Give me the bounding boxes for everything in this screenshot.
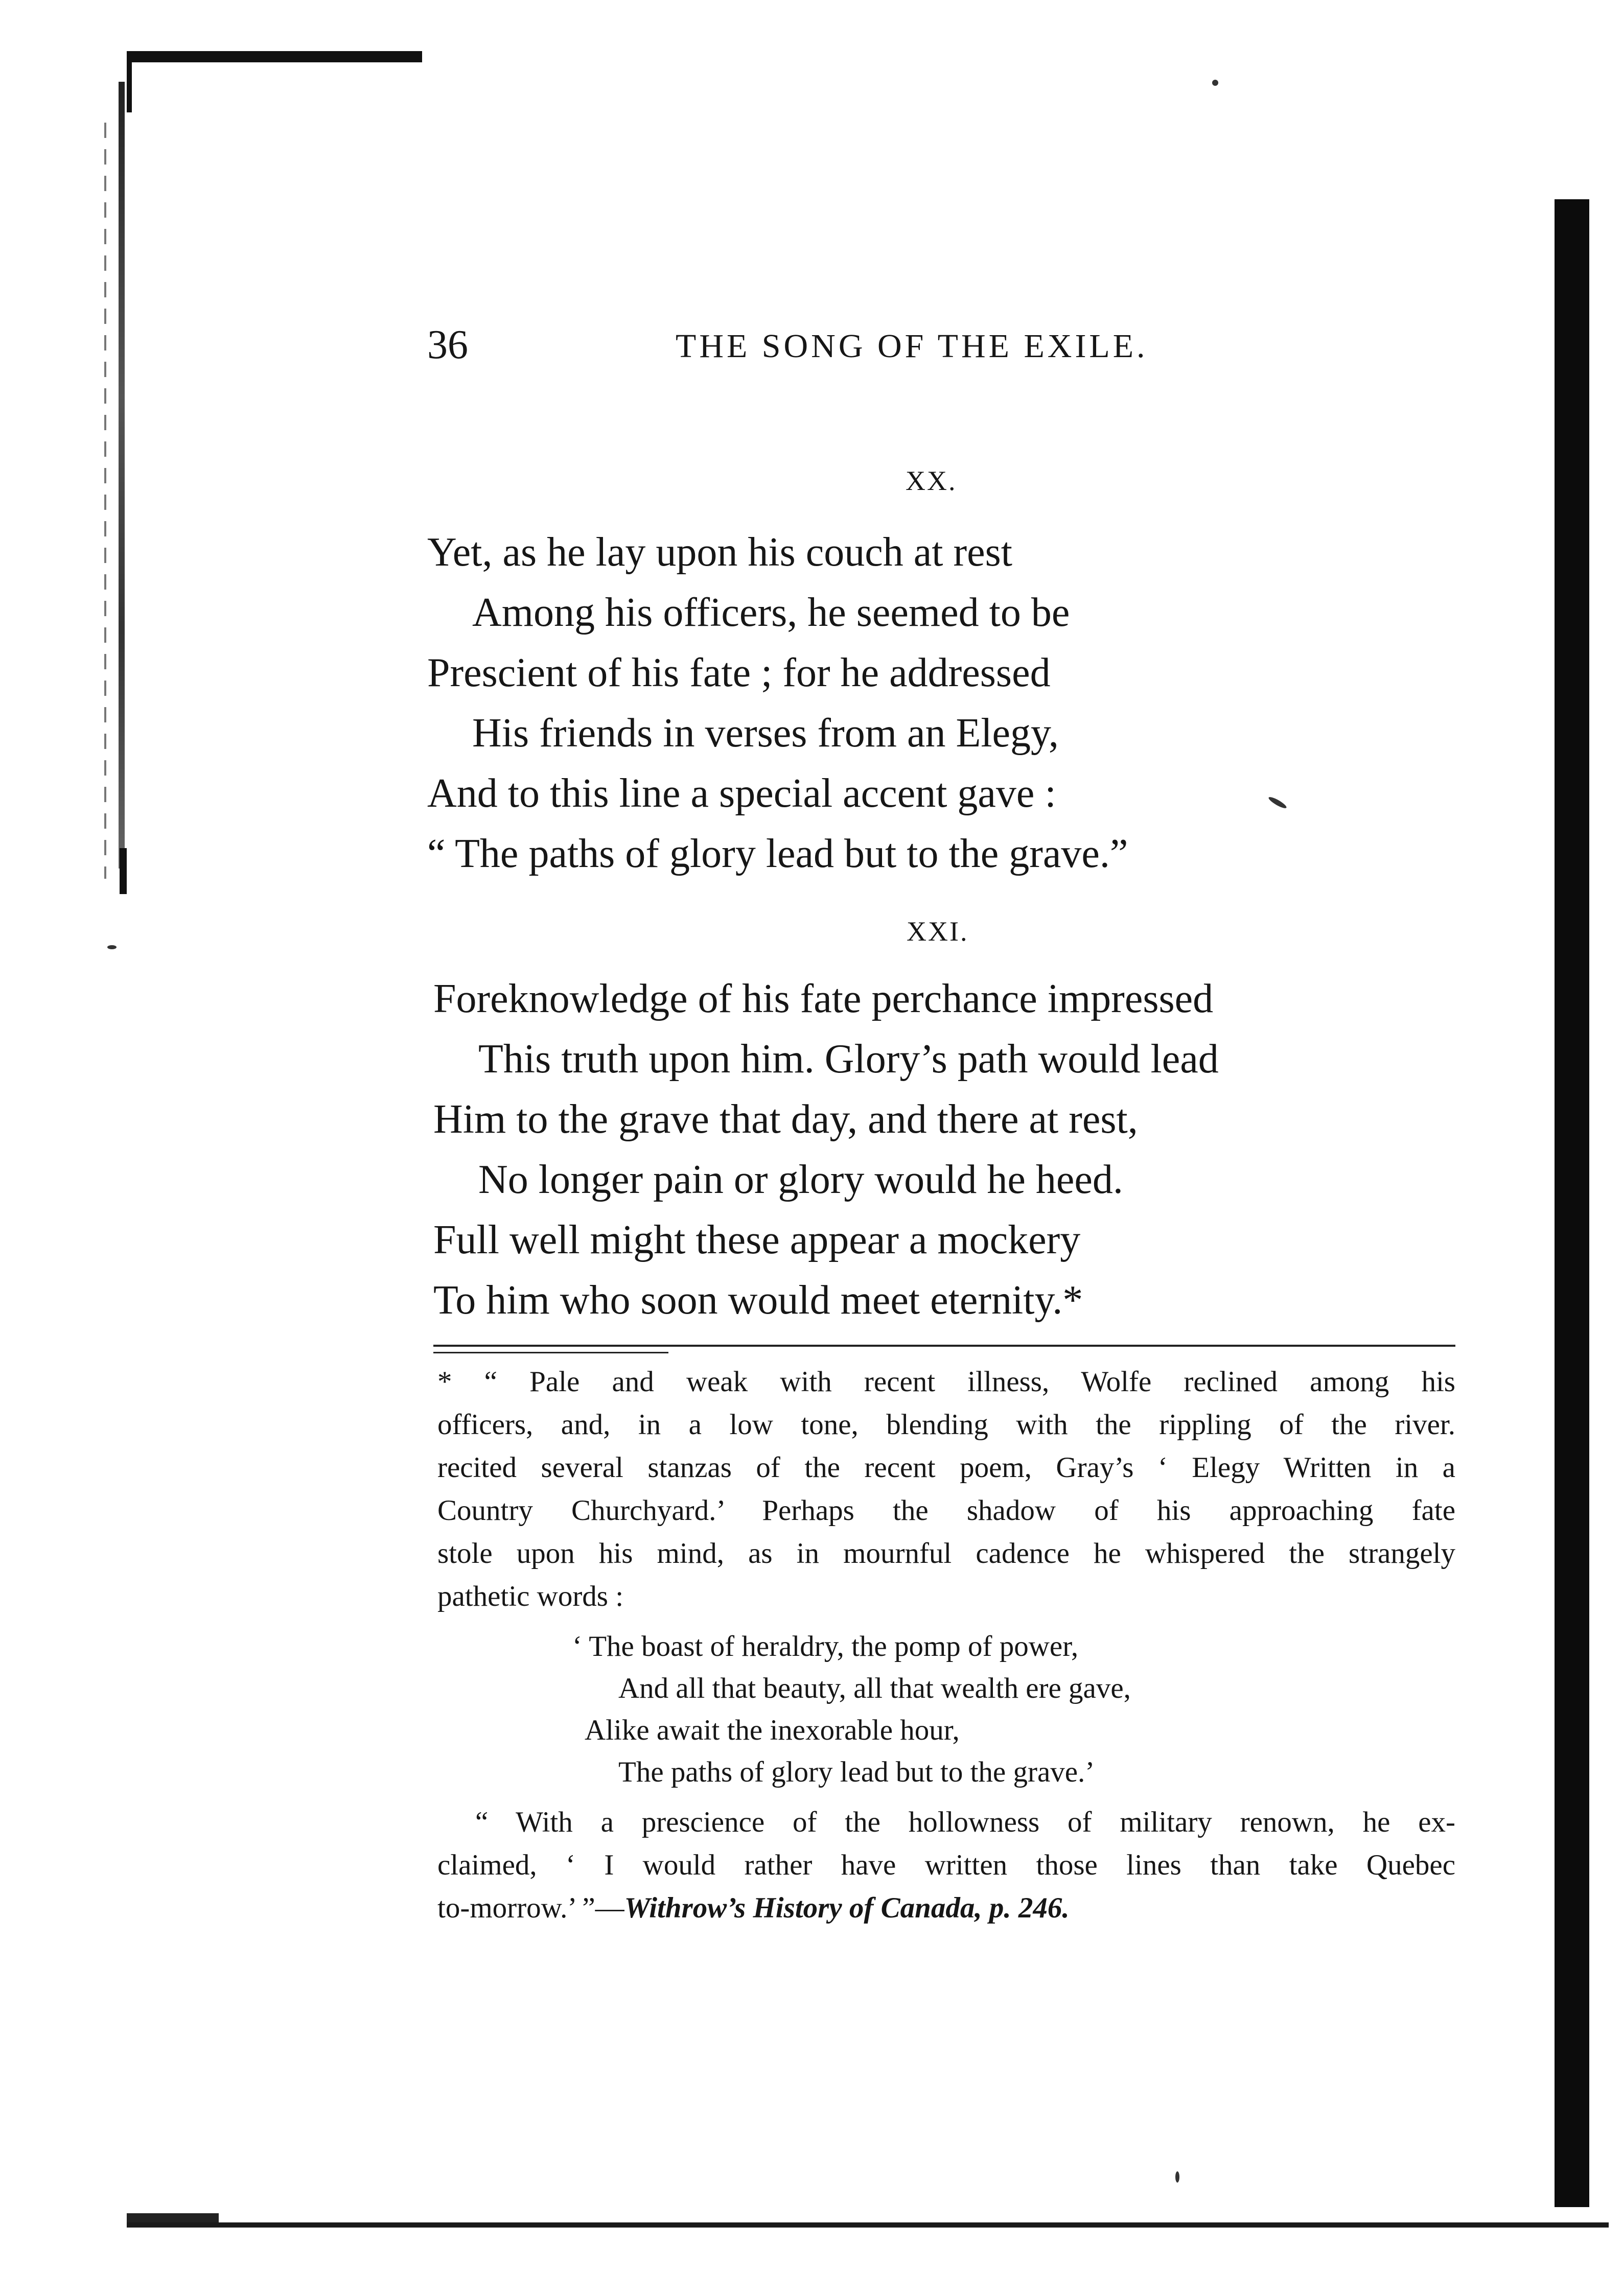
footnote-line: pathetic words : [437,1580,624,1612]
footnote-closing-text: to-morrow.’ ”— [437,1892,624,1924]
verse-line: Foreknowledge of his fate perchance impressed [433,976,1214,1021]
footnote-line: “ With a prescience of the hollowness of military renown, he ex- [475,1806,1455,1838]
scan-border-top [127,51,422,62]
scan-right-edge [1555,199,1589,2207]
scan-left-edge-dotted [104,123,106,879]
verse-line: This truth upon him. Glory’s path would lead [478,1037,1219,1082]
scan-left-edge [119,82,125,869]
scan-speck [1212,80,1218,86]
scan-border-bottom [127,2222,1609,2228]
stanza-numeral: XXI. [907,916,969,947]
verse-line: Prescient of his fate ; for he addressed [427,650,1051,695]
footnote-quote-line: ‘ The boast of heraldry, the pomp of power, [572,1630,1079,1662]
verse-line: Him to the grave that day, and there at rest, [433,1097,1138,1142]
verse-line: “ The paths of glory lead but to the grave.” [427,831,1128,876]
verse-line: Yet, as he lay upon his couch at rest [427,530,1012,575]
footnote-quote-line: And all that beauty, all that wealth ere gave, [618,1672,1131,1704]
scan-left-mark [120,848,127,894]
scan-speck [1267,795,1288,810]
footnote-rule [433,1345,1455,1347]
footnote-quote-line: The paths of glory lead but to the grave.’ [618,1756,1095,1788]
footnote-line: recited several stanzas of the recent poem, Gray’s ‘ Elegy Written in a [437,1451,1455,1484]
footnote-line: * “ Pale and weak with recent illness, Wolfe reclined among his [437,1366,1455,1398]
scan-corner-mark [127,51,147,112]
verse-line: No longer pain or glory would he heed. [478,1157,1123,1202]
footnote-line: officers, and, in a low tone, blending with the rippling of the river. [437,1409,1455,1441]
footnote-rule-short [433,1352,668,1353]
stanza-numeral: XX. [906,465,957,496]
footnote-citation: Withrow’s History of Canada, p. 246. [624,1892,1070,1924]
footnote-line: Country Churchyard.’ Perhaps the shadow of his approaching fate [437,1494,1455,1527]
verse-line: To him who soon would meet eternity.* [433,1278,1083,1323]
scan-speck [1175,2171,1179,2183]
verse-line: And to this line a special accent gave : [427,771,1056,816]
verse-line: Among his officers, he seemed to be [472,590,1070,635]
footnote-line: claimed, ‘ I would rather have written those lines than take Quebec [437,1849,1455,1881]
footnote-line: stole upon his mind, as in mournful cadence he whispered the strangely [437,1537,1455,1569]
verse-line: His friends in verses from an Elegy, [472,711,1059,756]
verse-line: Full well might these appear a mockery [433,1217,1081,1262]
running-title: THE SONG OF THE EXILE. [676,327,1148,365]
footnote-quote-line: Alike await the inexorable hour, [585,1714,960,1746]
page-number: 36 [427,322,468,367]
footnote-last-line [437,1891,1070,1925]
scan-speck [107,945,117,949]
